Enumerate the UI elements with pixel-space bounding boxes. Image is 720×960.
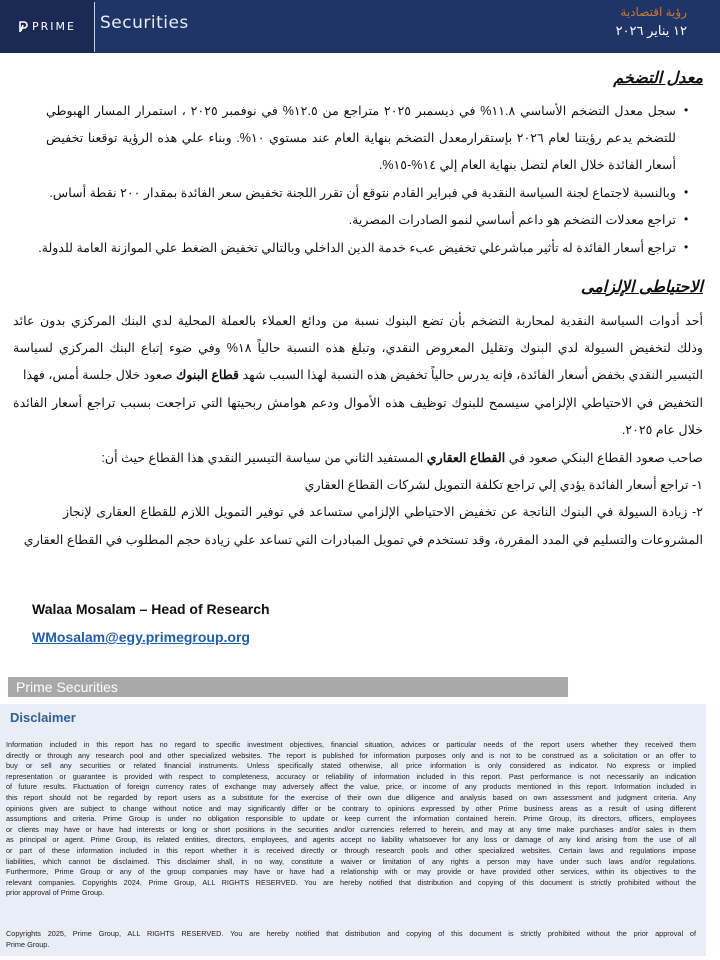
- report-type: رؤية اقتصادية: [620, 5, 687, 19]
- disclaimer-line: Prime Group.: [6, 939, 50, 949]
- text-line: [13, 450, 703, 465]
- disclaimer-line: this report should not be regarded by report users as a substitute for the exercise of their own due diligence and analysis based on own assessment and judgment criteria. Any: [6, 793, 696, 802]
- prime-logo-icon: [18, 21, 28, 33]
- text-segment: المستفيد الثاني من سياسة التيسير النقدي هذا القطاع حيث أن:: [101, 451, 424, 465]
- logo-text: PRIME: [32, 20, 76, 33]
- author-email-link[interactable]: WMosalam@egy.primegroup.org: [32, 629, 250, 645]
- disclaimer-line: Copyrights 2025, Prime Group, ALL RIGHTS RESERVED. You are hereby notified that distribution and copying of this document is strictly prohibited without the prior approval of: [6, 929, 696, 938]
- inflation-heading: معدل التضخم: [613, 70, 703, 87]
- disclaimer-line: or part of these information included in this report whether it is received directly or through research pools and other specialized websites. Certain laws and regulations impose: [6, 846, 696, 855]
- disclaimer-line: Information included in this report has no regard to specific investment objectives, financial situation, advices or particular needs of the report users whether they received them: [6, 740, 696, 749]
- text-line: سجل معدل التضخم الأساسي ١١.٨% في ديسمبر ٢٠٢٥ متراجع من ١٢.٥% في نوفمبر ٢٠٢٥ ، استمرار المسار الهبوطي: [46, 104, 676, 118]
- disclaimer-line: relevant companies. Copyrights 2024, Prime Group, ALL RIGHTS RESERVED. You are hereby notified that distribution and copying of this document is strictly prohibited without the: [6, 877, 696, 887]
- brand-name: Securities: [100, 13, 189, 33]
- disclaimer-line: liabilities, which cannot be disclaimed. This disclaimer shall, in no way, constitute a waiver or limitation of any rights a person may have under such laws and/or regulations.: [6, 856, 696, 866]
- text-line: تراجع أسعار الفائدة له تأثير مباشرعلي تخفيض عبء خدمة الدين الداخلي وبالتالي تخفيض الضغط علي الموازنة العامة للدولة.: [38, 241, 676, 255]
- header-divider: [94, 2, 95, 52]
- bullet: •: [684, 185, 689, 199]
- disclaimer-line: of future results. Fluctuation of foreign currency rates of exchange may adversely affect the value, price, or income of any products mentioned in this report. Information included in: [6, 782, 696, 792]
- prime-securities-bar: Prime Securities: [8, 677, 568, 697]
- disclaimer-line: as principal or agent. Prime Group, its related entities, directors, employees, and agents accept no liability whatsoever for any loss or damage of any kind arising from the use of all: [6, 835, 696, 845]
- text-line: وذلك لتخفيض السيولة لدي البنوك وتقليل المعروض النقدي، وتبلغ هذه النسبة حالياً ١٨% وفي ضوء إتباع البنك المركزي لسياسة: [13, 341, 704, 355]
- text-line: تراجع معدلات التضخم هو داعم أساسي لنمو الصادرات المصرية.: [348, 213, 676, 227]
- text-line: التخفيض في الاحتياطي الإلزامي سيسمح للبنوك توظيف هذه الأموال ودعم هوامش ربحيتها التي تراجعت بسبب تراجع أسعار الفائدة: [13, 396, 703, 410]
- text-line: المشروعات والتسليم في المدد المقررة، وقد تستخدم في تمويل المبادرات التي تساعد علي زيادة حجم المطلوب في القطاع العقاري: [23, 533, 703, 547]
- report-date: ١٢ يناير ٢٠٢٦: [615, 23, 687, 38]
- text-line: للتضخم يدعم رؤيتنا لعام ٢٠٢٦ بإستقرارمعدل التضخم بنهاية العام عند مستوي ١٠%. وبناء علي هذه الرؤية توقعنا تخفيض: [46, 131, 677, 145]
- bold-term: قطاع البنوك: [176, 368, 240, 382]
- disclaimer-line: buy or sell any securities or related financial instruments. Unless specifically stated otherwise, all price information is only considered as indicator. No express or implied: [6, 761, 696, 771]
- disclaimer-line: directly or through any research pool and other specialized websites. The report is published for information purposes only and is not to be construed as a solicitation or an offer to: [6, 750, 696, 760]
- report-header: [0, 0, 720, 53]
- bullet: •: [684, 240, 689, 254]
- disclaimer-line: or clients may have or have had interests or long or short positions in the securities and/or currencies referred to herein, and may at any time make purchases and/or sales in them: [6, 824, 696, 834]
- text-segment: صاحب صعود القطاع البنكي صعود في: [508, 451, 703, 465]
- disclaimer-line: assumptions and criteria. Prime Group is under no obligation responsible to update or keep current the information contained herein. Prime Group, its directors, officers, employees: [6, 814, 696, 824]
- disclaimer-line: representation or guarantee is provided with respect to completeness, accuracy or reliability of information included in this report. Past performance is not necessarily an indication: [6, 771, 696, 781]
- disclaimer-line: opinions given are subject to change without notice and may significantly differ or be contrary to opinions expressed by other Prime business areas as a result of using different: [6, 803, 696, 813]
- text-line: خلال عام ٢٠٢٥.: [621, 423, 703, 437]
- text-line: ١- تراجع أسعار الفائدة يؤدي إلي تراجع تكلفة التمويل لشركات القطاع العقاري: [304, 478, 703, 492]
- text-line: ٢- زيادة السيولة في البنوك الناتجة عن تخفيض الاحتياطي الإلزامي ستساعد في توفير التمويل اللازم للقطاع العقارى لإنجاز: [63, 505, 703, 519]
- text-segment: صعود خلال جلسة أمس، فهذا: [22, 368, 173, 382]
- bullet: •: [684, 212, 689, 226]
- disclaimer-title: Disclaimer: [10, 710, 76, 725]
- text-line: أسعار الفائدة خلال العام لتصل بنهاية العام إلي ١٤%-١٥%.: [378, 158, 676, 172]
- disclaimer-line: Furthermore, Prime Group or any of the group companies may have or have had a relationship with or may provide or have provided other services, within its objectives to the: [6, 867, 696, 877]
- author-name: Walaa Mosalam – Head of Research: [32, 601, 270, 617]
- reserve-heading: الاحتياطى الإلزامى: [580, 279, 703, 296]
- text-line: [13, 367, 703, 382]
- disclaimer-line: prior approval of Prime Group.: [6, 888, 105, 898]
- bullet: •: [684, 103, 689, 117]
- bold-term: القطاع العقاري: [426, 451, 506, 465]
- text-segment: التيسير النقدي بخفض أسعار الفائدة، فإنه يدرس حالياً تخفيض هذه النسبة لهذا السبب شهد: [242, 368, 703, 382]
- text-line: وبالنسبة لاجتماع لجنة السياسة النقدية في فبراير القادم نتوقع أن تقرر اللجنة تخفيض سعر الفائدة بمقدار ٢٠٠ نقطة أساس.: [49, 186, 676, 200]
- disclaimer-box: [0, 704, 706, 956]
- text-line: أحد أدوات السياسة النقدية لمحاربة التضخم بأن تضع البنوك نسبة من ودائع العملاء بالعملة المحلية لدي البنك المركزي بدون عائد: [13, 314, 703, 328]
- prime-logo: [0, 0, 94, 53]
